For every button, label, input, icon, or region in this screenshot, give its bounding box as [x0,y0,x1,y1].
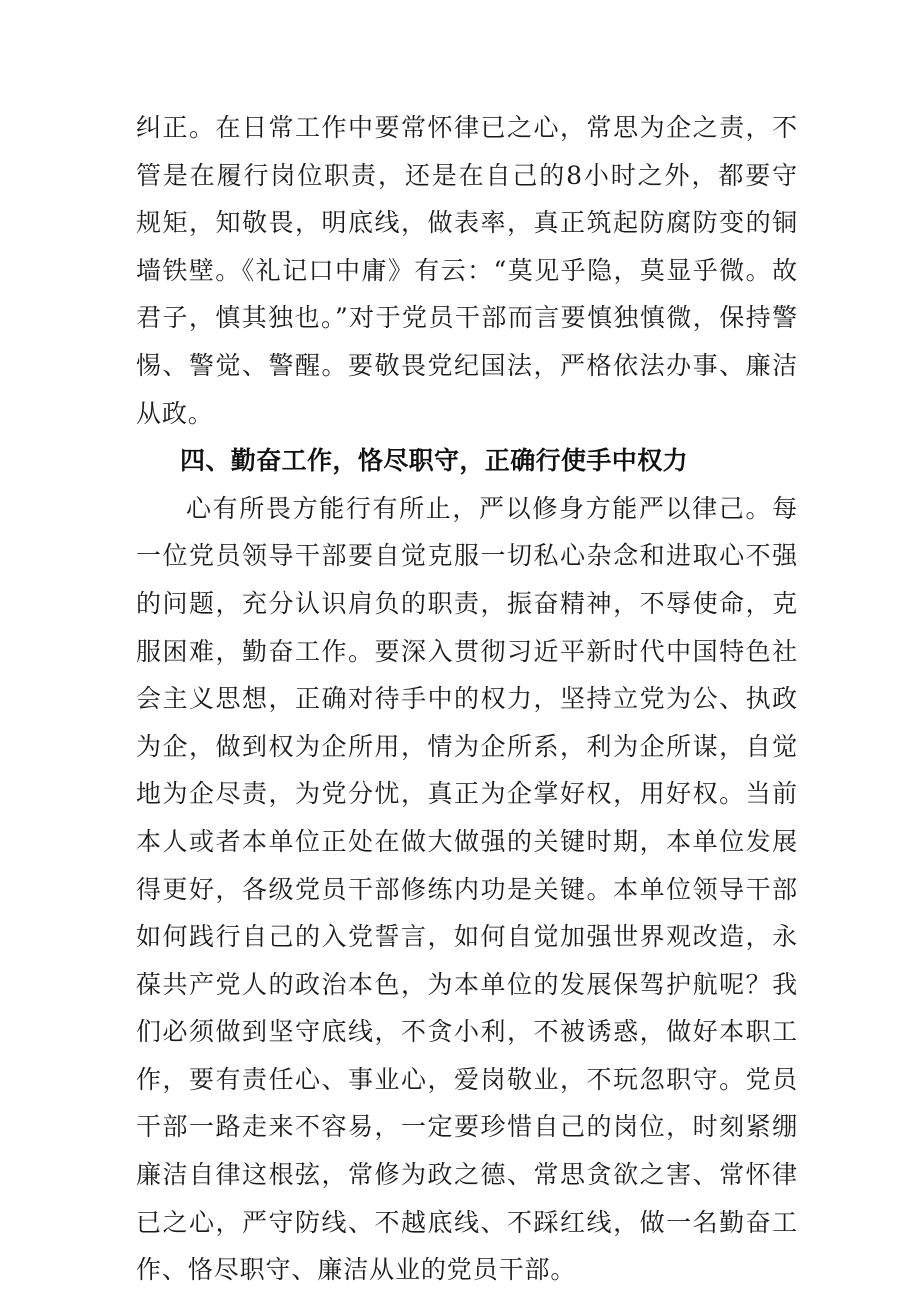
paragraph-continuation: 纠正。在日常工作中要常怀律已之心，常思为企之责，不管是在履行岗位职责，还是在自己的8小时之外，都要守规矩，知敬畏，明底线，做表率，真正筑起防腐防变的铜墙铁壁。《礼记口中庸》有云：“莫见乎隐，莫显乎微。故君子，慎其独也。”对于党员干部而言要慎独慎微，保持警惕、警觉、警醒。要敬畏党纪国法，严格依法办事、廉洁从政。 [136,113,798,428]
section-heading: 四、勤奋工作，恪尽职守，正确行使手中权力 [180,446,689,476]
paragraph-body: 心有所畏方能行有所止，严以修身方能严以律己。每一位党员领导干部要自觉克服一切私心杂念和进取心不强的问题，充分认识肩负的职责，振奋精神，不辱使命，克服困难，勤奋工作。要深入贯彻习近平新时代中国特色社会主义思想，正确对待手中的权力，坚持立党为公、执政为企，做到权为企所用，情为企所系，利为企所谋，自觉地为企尽责，为党分忧，真正为企掌好权，用好权。当前本人或者本单位正处在做大做强的关键时期，本单位发展得更好，各级党员干部修练内功是关键。本单位领导干部如何践行自己的入党誓言，如何自觉加强世界观改造，永葆共产党人的政治本色，为本单位的发展保驾护航呢？我们必须做到坚守底线，不贪小利，不被诱惑，做好本职工作，要有责任心、事业心，爱岗敬业，不玩忽职守。党员干部一路走来不容易，一定要珍惜自己的岗位，时刻紧绷廉洁自律这根弦，常修为政之德、常思贪欲之害、常怀律已之心，严守防线、不越底线、不踩红线，做一名勤奋工作、恪尽职守、廉洁从业的党员干部。 [136,493,798,1285]
